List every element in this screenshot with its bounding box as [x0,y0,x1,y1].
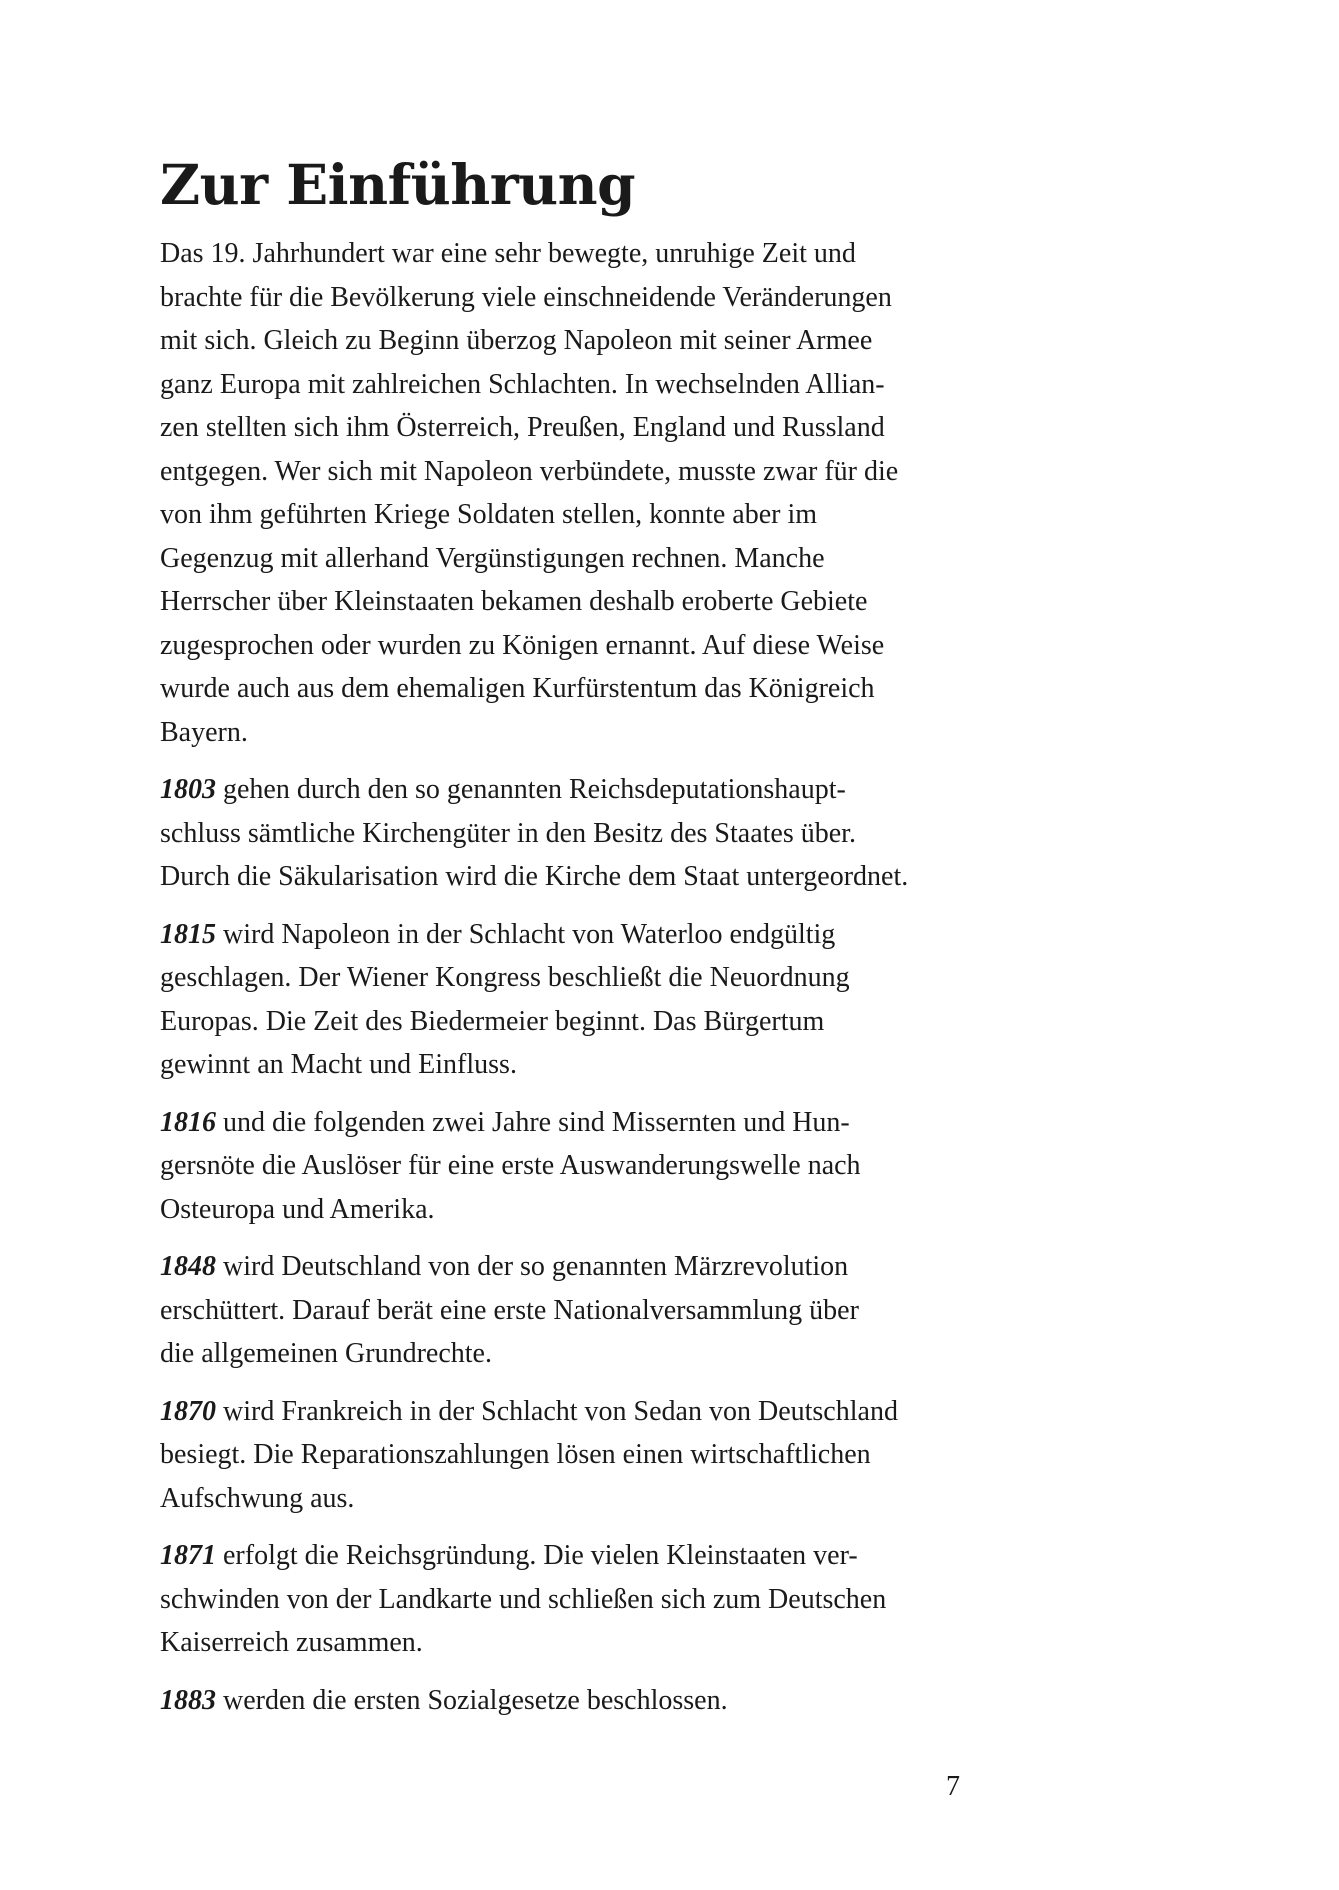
intro-line: wurde auch aus dem ehemaligen Kurfürstentum das Königreich [160,673,875,704]
entry-1870 [160,1390,960,1521]
entry-line: geschlagen. Der Wiener Kongress beschließt die Neuordnung [160,962,850,993]
entry-line: wird Napoleon in der Schlacht von Waterloo endgültig [216,918,836,950]
entry-line: schluss sämtliche Kirchengüter in den Besitz des Staates über. [160,817,856,849]
intro-line: Bayern. [160,716,248,748]
entry-1816 [160,1101,960,1232]
entry-year: 1815 [160,918,216,950]
entry-line: Europas. Die Zeit des Biedermeier beginnt. Das Bürgertum [160,1005,825,1037]
entry-line: werden die ersten Sozialgesetze beschlossen. [216,1684,728,1716]
entry-line: Aufschwung aus. [160,1482,355,1514]
entry-line: gewinnt an Macht und Einfluss. [160,1049,517,1080]
entry-1883 [160,1679,960,1723]
entry-year: 1848 [160,1251,216,1282]
entry-line: Osteuropa und Amerika. [160,1193,435,1225]
entry-line: wird Frankreich in der Schlacht von Sedan von Deutschland [216,1395,898,1427]
entry-line: wird Deutschland von der so genannten Märzrevolution [216,1251,849,1282]
entry-1815 [160,913,960,1087]
entry-year: 1816 [160,1106,216,1138]
entry-1803 [160,768,960,899]
entry-line: erfolgt die Reichsgründung. Die vielen Kleinstaaten ver- [216,1540,858,1571]
intro-line: ganz Europa mit zahlreichen Schlachten. In wechselnden Allian- [160,368,885,400]
entry-line: gehen durch den so genannten Reichsdeputationshaupt- [216,774,846,805]
entry-year: 1883 [160,1684,216,1716]
page-title: Zur Einführung [160,152,636,217]
entry-year: 1871 [160,1540,216,1571]
entry-line: schwinden von der Landkarte und schließen sich zum Deutschen [160,1583,887,1615]
intro-line: zen stellten sich ihm Österreich, Preußen, England und Russland [160,412,885,443]
entry-line: die allgemeinen Grundrechte. [160,1338,492,1369]
entry-line: Kaiserreich zusammen. [160,1627,423,1658]
entry-line: Durch die Säkularisation wird die Kirche dem Staat untergeordnet. [160,861,909,892]
intro-line: entgegen. Wer sich mit Napoleon verbündete, musste zwar für die [160,455,899,487]
intro-line: brachte für die Bevölkerung viele einschneidende Veränderungen [160,281,892,313]
entry-line: besiegt. Die Reparationszahlungen lösen einen wirtschaftlichen [160,1439,871,1470]
intro-line: von ihm geführten Kriege Soldaten stellen, konnte aber im [160,499,818,530]
entry-line: erschüttert. Darauf berät eine erste Nationalversammlung über [160,1294,859,1326]
page-content [160,150,960,1736]
entry-1848 [160,1245,960,1376]
intro-paragraph [160,232,960,754]
intro-line: mit sich. Gleich zu Beginn überzog Napoleon mit seiner Armee [160,325,873,356]
intro-line: Das 19. Jahrhundert war eine sehr bewegte, unruhige Zeit und [160,238,856,269]
intro-line: Herrscher über Kleinstaaten bekamen deshalb eroberte Gebiete [160,586,868,617]
intro-line: Gegenzug mit allerhand Vergünstigungen rechnen. Manche [160,542,825,574]
entry-line: und die folgenden zwei Jahre sind Missernten und Hun- [216,1106,850,1138]
entry-1871 [160,1534,960,1665]
entry-year: 1870 [160,1395,216,1427]
page-number: 7 [946,1771,960,1802]
intro-line: zugesprochen oder wurden zu Königen ernannt. Auf diese Weise [160,629,885,661]
entry-line: gersnöte die Auslöser für eine erste Auswanderungswelle nach [160,1150,861,1181]
entry-year: 1803 [160,774,216,805]
